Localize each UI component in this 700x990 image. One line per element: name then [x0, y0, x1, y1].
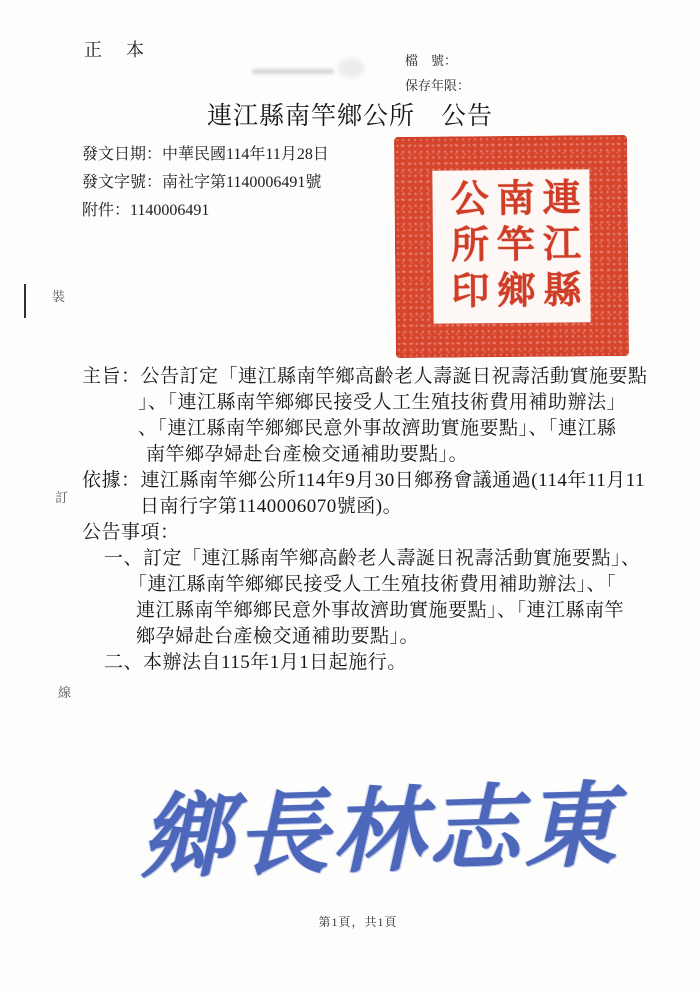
scan-smudge — [252, 69, 334, 74]
document-title: 連江縣南竿鄉公所 公告 — [206, 103, 493, 130]
binding-mark-xian: 線 — [58, 685, 72, 700]
body-line: 南竿鄉孕婦赴台產檢交通補助要點」。 — [146, 444, 469, 465]
seal-text-column: 公所印 — [443, 177, 488, 317]
page-number: 第1頁，共1頁 — [318, 915, 398, 929]
body-line: 」、「連江縣南竿鄉鄉民接受人工生殖技術費用補助辦法」 — [138, 392, 627, 413]
body-line: 、「連江縣南竿鄉鄉民意外事故濟助實施要點」、「連江縣 — [138, 418, 617, 439]
body-line: 鄉孕婦赴台產檢交通補助要點」。 — [136, 626, 420, 647]
body-line: 連江縣南竿鄉鄉民意外事故濟助實施要點」、「連江縣南竿 — [136, 600, 625, 621]
seal-text-column: 南竿鄉 — [489, 177, 534, 316]
body-line: 二、本辦法自115年1月1日起施行。 — [104, 652, 407, 673]
seal-text-column: 連江縣 — [535, 176, 580, 316]
file-number-block — [405, 48, 470, 98]
body-line: 日南行字第1140006070號函)。 — [140, 496, 403, 517]
body-line: 主旨：公告訂定「連江縣南竿鄉高齡老人壽誕日祝壽活動實施要點 — [82, 366, 648, 387]
scan-smudge — [338, 58, 364, 78]
binding-mark-ding: 訂 — [55, 490, 69, 505]
official-red-seal — [394, 135, 629, 358]
issue-date: 發文日期：中華民國114年11月28日 — [82, 146, 329, 163]
attachment: 附件：1140006491 — [82, 202, 210, 219]
body-line: 公告事項： — [82, 522, 180, 543]
body-line: 「連江縣南竿鄉鄉民接受人工生殖技術費用補助辦法」、「 — [128, 574, 617, 595]
file-number-label: 檔 號： — [405, 53, 458, 68]
copy-type-label: 正 本 — [84, 40, 147, 60]
binding-mark-zhuang: 裝 — [52, 289, 66, 304]
body-line: 依據：連江縣南竿鄉公所114年9月30日鄉務會議通過(114年11月11 — [82, 470, 646, 491]
seal-inner-square — [432, 169, 590, 323]
document-meta — [82, 141, 329, 225]
binding-line-mark — [24, 284, 26, 318]
document-number: 發文字號：南社字第1140006491號 — [82, 174, 322, 191]
body-line: 一、訂定「連江縣南竿鄉高齡老人壽誕日祝壽活動實施要點」、 — [104, 548, 641, 569]
mayor-signature-stamp: 鄉長林志東 — [138, 774, 622, 890]
retention-period-label: 保存年限： — [405, 78, 471, 93]
